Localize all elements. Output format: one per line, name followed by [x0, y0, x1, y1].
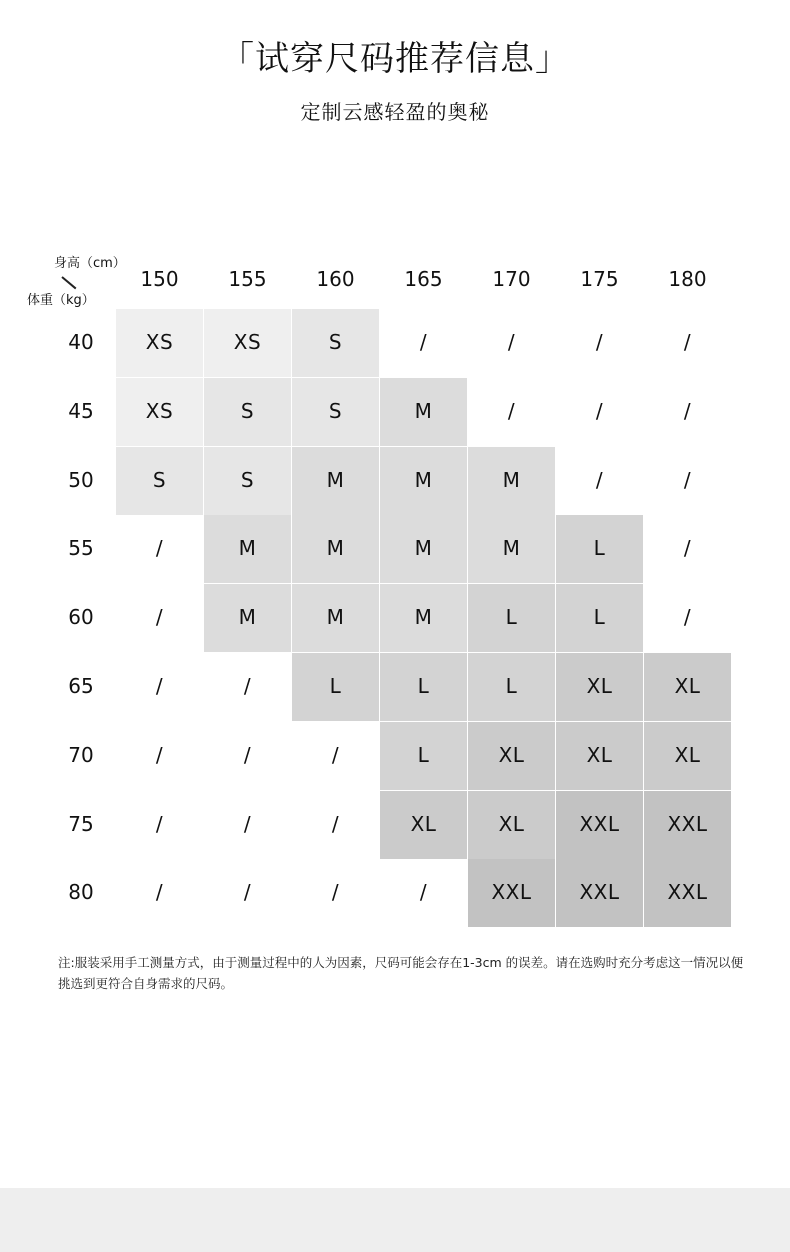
size-cell: XL	[644, 722, 731, 790]
weight-header-55: 55	[68, 536, 94, 561]
size-cell: /	[155, 605, 164, 630]
size-cell: /	[331, 811, 340, 836]
weight-header-65: 65	[68, 674, 94, 698]
size-cell: L	[292, 653, 379, 721]
size-cell: /	[595, 398, 604, 423]
size-cell: M	[292, 584, 379, 652]
size-cell: XS	[116, 378, 203, 446]
height-header-170: 170	[492, 267, 531, 291]
size-cell: /	[595, 330, 604, 354]
size-cell: L	[380, 722, 467, 790]
size-cell: /	[683, 467, 692, 492]
size-cell: XXL	[644, 791, 731, 859]
size-cell: /	[243, 811, 252, 836]
size-cell: XL	[644, 653, 731, 721]
size-cell: /	[243, 880, 252, 905]
weight-header-45: 45	[68, 398, 94, 423]
size-cell: M	[380, 447, 467, 515]
size-cell: /	[155, 742, 164, 767]
size-cell: M	[204, 515, 291, 583]
size-cell: XL	[468, 722, 555, 790]
size-cell: /	[683, 536, 692, 561]
size-cell: XL	[468, 791, 555, 859]
size-cell: /	[683, 330, 692, 354]
size-cell: M	[292, 447, 379, 515]
size-cell: M	[380, 378, 467, 446]
corner-divider	[61, 276, 76, 289]
size-cell: /	[419, 880, 428, 905]
size-cell: /	[683, 398, 692, 423]
height-header-175: 175	[580, 267, 619, 291]
size-cell: L	[556, 584, 643, 652]
size-cell: L	[468, 653, 555, 721]
weight-header-70: 70	[68, 742, 94, 767]
size-cell: S	[116, 447, 203, 515]
size-cell: XS	[116, 309, 203, 377]
size-cell: M	[380, 584, 467, 652]
page-subtitle: 定制云感轻盈的奥秘	[300, 100, 490, 124]
size-cell: /	[243, 742, 252, 767]
weight-header-75: 75	[68, 811, 94, 836]
size-cell: /	[507, 398, 516, 423]
height-header-180: 180	[668, 267, 707, 291]
size-cell: XXL	[468, 859, 555, 927]
size-cell: S	[292, 309, 379, 377]
size-cell: /	[155, 811, 164, 836]
size-cell: M	[468, 447, 555, 515]
size-cell: L	[468, 584, 555, 652]
size-cell: /	[683, 605, 692, 630]
height-header-155: 155	[228, 267, 267, 291]
height-header-150: 150	[140, 267, 179, 291]
weight-axis-label: 体重（kg）	[27, 293, 95, 308]
height-header-165: 165	[404, 267, 443, 291]
size-cell: M	[380, 515, 467, 583]
size-cell: XXL	[644, 859, 731, 927]
size-cell: XL	[556, 653, 643, 721]
height-axis-label: 身高（cm）	[54, 256, 126, 271]
size-cell: XL	[556, 722, 643, 790]
weight-header-80: 80	[68, 880, 94, 905]
weight-header-50: 50	[68, 467, 94, 492]
footer-band	[0, 1188, 790, 1252]
size-cell: XS	[204, 309, 291, 377]
size-cell: /	[331, 742, 340, 767]
size-cell: /	[419, 330, 428, 354]
size-cell: XL	[380, 791, 467, 859]
page-title: 「试穿尺码推荐信息」	[220, 39, 570, 79]
size-cell: M	[468, 515, 555, 583]
size-cell: /	[243, 674, 252, 698]
size-cell: L	[556, 515, 643, 583]
size-cell: M	[204, 584, 291, 652]
size-cell: /	[331, 880, 340, 905]
measurement-note: 注:服装采用手工测量方式，由于测量过程中的人为因素，尺码可能会存在1-3cm 的误差。请在选购时充分考虑这一情况以便挑选到更符合自身需求的尺码。	[58, 955, 744, 991]
size-cell: /	[155, 880, 164, 905]
size-cell: XXL	[556, 859, 643, 927]
weight-header-60: 60	[68, 605, 94, 630]
size-cell: XXL	[556, 791, 643, 859]
size-cell: /	[155, 536, 164, 561]
size-cell: M	[292, 515, 379, 583]
weight-header-40: 40	[68, 330, 94, 354]
size-cell: /	[595, 467, 604, 492]
size-cell: S	[292, 378, 379, 446]
size-cell: S	[204, 447, 291, 515]
size-cell: /	[155, 674, 164, 698]
size-cell: L	[380, 653, 467, 721]
height-header-160: 160	[316, 267, 355, 291]
size-cell: S	[204, 378, 291, 446]
size-cell: /	[507, 330, 516, 354]
